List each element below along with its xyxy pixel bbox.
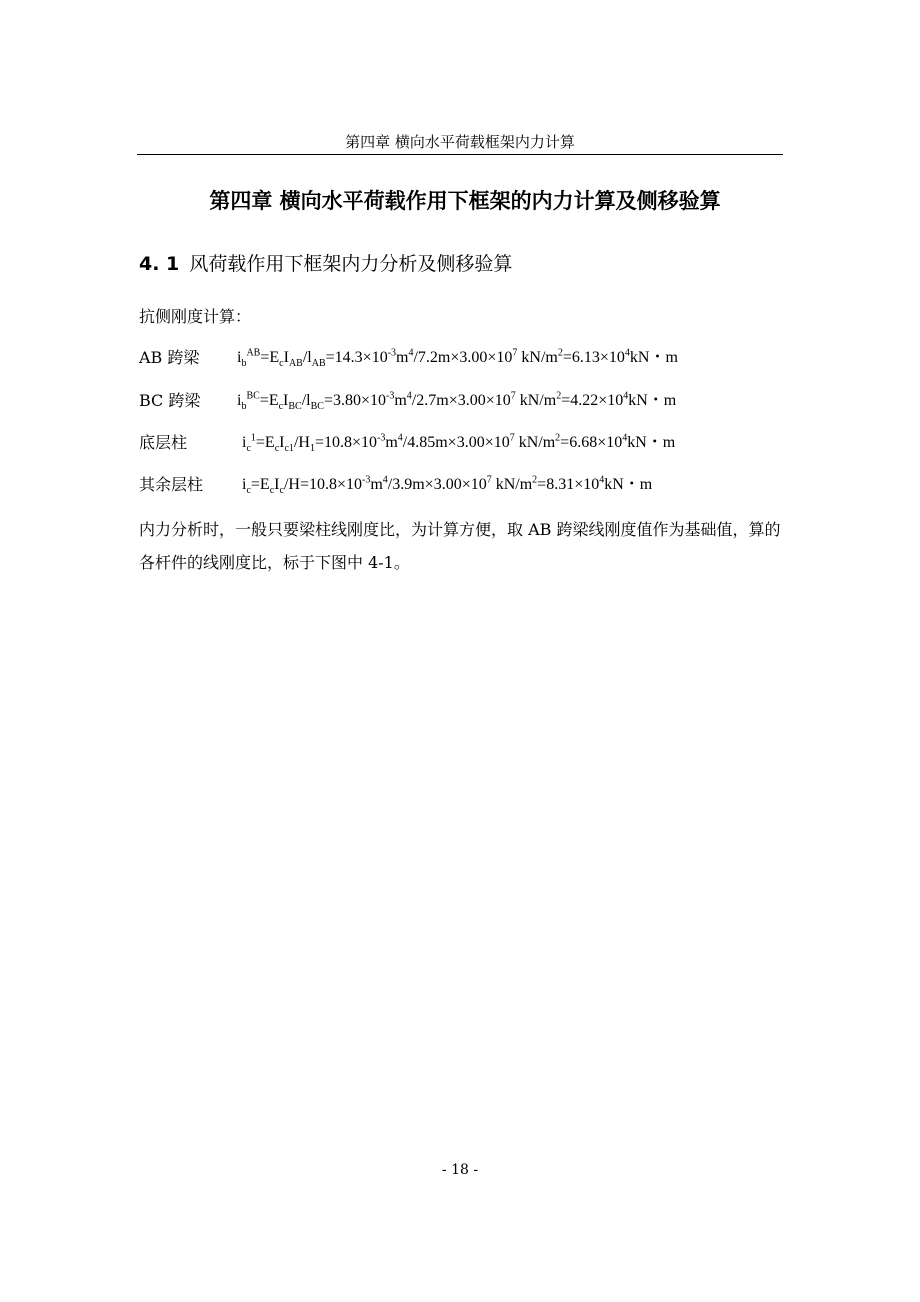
section-heading <box>139 250 512 278</box>
page-number: - 18 - <box>441 1162 479 1178</box>
running-header: 第四章 横向水平荷载框架内力计算 <box>345 133 575 151</box>
formula-label: 其余层柱 <box>139 475 204 494</box>
section-title: 风荷载作用下框架内力分析及侧移验算 <box>189 253 513 275</box>
section-number: 4. 1 <box>139 253 180 275</box>
formula-bc-beam: $i_b^{BC}=E_cI_{BC}/l_{BC}=3.80\times 10^{-3}m^4/2.7m\times 3.00\times 10^7$ $kN/m^2=4.22\times 10^4kN$・m <box>237 390 677 413</box>
formula-row <box>139 347 799 371</box>
header-rule <box>137 154 783 155</box>
formula-row <box>139 390 799 414</box>
chapter-title: 第四章 横向水平荷载作用下框架的内力计算及侧移验算 <box>209 189 721 213</box>
formula-label: BC 跨梁 <box>139 391 201 410</box>
intro-text: 抗侧刚度计算： <box>139 307 252 326</box>
formula-label: AB 跨梁 <box>139 348 200 367</box>
formula-label: 底层柱 <box>139 433 188 452</box>
conclusion-paragraph: 内力分析时，一般只要梁柱线刚度比，为计算方便，取 AB 跨梁线刚度值作为基础值，算的各杆件的线刚度比，标于下图中 4-1。 <box>139 520 781 572</box>
formula-upper-column: $i_c=E_cI_c/H=10.8\times 10^{-3}m^4/3.9m\times 3.00\times 10^7$ $kN/m^2=8.31\times 10^4kN$・m <box>242 474 653 497</box>
formula-ab-beam: $i_b^{AB}=E_cI_{AB}/l_{AB}=14.3\times 10^{-3}m^4/7.2m\times 3.00\times 10^7$ $kN/m^2=6.13\times 10^4kN$・m <box>237 347 678 370</box>
formula-row <box>139 474 799 498</box>
formula-ground-column: $i_c^1=E_cI_{c1}/H_1=10.8\times 10^{-3}m^4/4.85m\times 3.00\times 10^7$ $kN/m^2=6.68\times 10^4kN$・m <box>242 432 676 455</box>
formula-row <box>139 432 799 456</box>
